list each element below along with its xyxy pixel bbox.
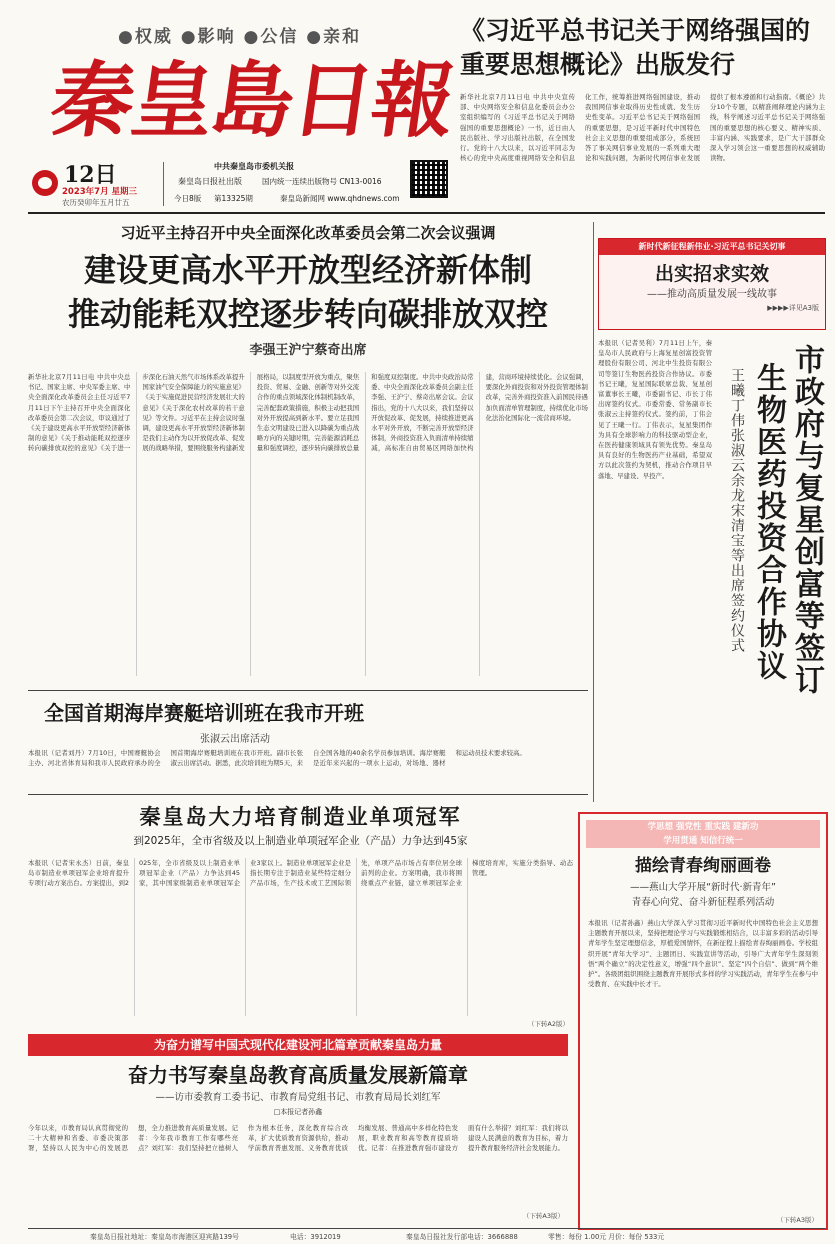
cn-number: 国内统一连续出版物号 CN13-0016 <box>262 177 382 186</box>
logo-emblem-icon <box>32 170 58 196</box>
divider <box>593 222 594 802</box>
coast-story <box>28 698 588 790</box>
publisher: 中共秦皇岛市委机关报 <box>214 162 294 171</box>
top-story-body: 新华社北京7月11日电 中共中央宣传部、中央网络安全和信息化委员会办公室组织编写的《习近平总书记关于网络强国的重要思想概论》一书，近日由人民出版社、学习出版社出版，在全国发行。党的十八大以来，以习近平同志为核心的党中央高度重视网络安全和信息化工作，统筹推进网络强国建设，推动我国网信事业取得历史性成就、发生历史性变革。习近平总书记关于网络强国的重要思想，是习近平新时代中国特色社会主义思想的重要组成部分，系统回答了事关网信事业发展的一系列重大理论和实践问题，为新时代网信事业发展提供了根本遵循和行动指南。《概论》共分10个专题，以精准阐释理论内涵为主线，科学阐述习近平总书记关于网络强国的重要思想的核心要义、精神实质、丰富内涵、实践要求，是广大干部群众深入学习领会这一重要思想的权威辅助读物。 <box>460 93 825 163</box>
date-day: 12日 <box>64 162 117 188</box>
right-box-tag1: 学思想 强党性 重实践 建新功 <box>586 820 820 834</box>
right-box-tag2: 学用贯通 知信行统一 <box>586 834 820 848</box>
issue-pages: 今日8版 <box>174 194 202 203</box>
vertical-story <box>598 338 824 802</box>
lead-story <box>28 222 588 682</box>
qr-code-icon <box>410 160 448 198</box>
footer-phone: 电话：3912019 <box>290 1233 341 1241</box>
divider <box>163 162 164 206</box>
education-story-subtitle: ——访市委教育工委书记、市教育局党组书记、市教育局局长刘红军 <box>155 1092 441 1103</box>
top-story-title-line1: 《习近平总书记关于网络强国的 <box>460 16 811 45</box>
lead-story-title-line2: 推动能耗双控逐步转向碳排放双控 <box>67 295 548 333</box>
lead-story-title-line1: 建设更高水平开放型经济新体制 <box>83 251 532 289</box>
coast-story-body: 本报讯（记者刘丹）7月10日，中国赛艇协会主办、河北省体育局和我市人民政府承办的全国首期海岸赛艇培训班在我市开班。副市长张淑云出席活动。据悉，此次培训班为期5天，来自全国各地的40余名学员参加培训。海岸赛艇是近年来兴起的一项水上运动，对场地、器材和运动员技术要求较高。 <box>28 749 526 768</box>
champion-story-ref[interactable]: （下转A2版） <box>527 1020 569 1028</box>
sidebar-promo-title: 出实招求实效 <box>654 263 769 285</box>
right-box-body: 本报讯（记者孙鑫）燕山大学深入学习贯彻习近平新时代中国特色社会主义思想主题教育开展以来，坚持把理论学习与实践锻炼相结合，以丰富多彩的活动引导青年学生坚定理想信念，厚植爱国情怀，在新征程上描绘青春绚丽画卷。学校组织开展“青年大学习”、主题团日、实践宣讲等活动，引导广大青年学生深刻领悟“两个确立”的决定性意义，增强“四个意识”、坚定“四个自信”、做到“两个维护”。各级团组织围绕主题教育开展形式多样的学习实践活动，青年学生在参与中受教育、在实践中长才干。 <box>588 919 818 989</box>
right-box-title: 描绘青春绚丽画卷 <box>635 856 771 876</box>
divider <box>28 212 825 214</box>
lunar-date: 农历癸卯年五月廿五 <box>62 198 130 207</box>
publisher-org: 秦皇岛日报社出版 <box>178 177 242 186</box>
top-story <box>460 14 825 210</box>
newspaper-logo: 秦皇島日報 <box>45 53 459 149</box>
education-story-title: 奋力书写秦皇岛教育高质量发展新篇章 <box>128 1063 468 1087</box>
vertical-story-title-b: 生物医药投资合作协议 <box>751 362 786 682</box>
footer-price: 零售：每份 1.00元 月价：每份 533元 <box>548 1233 665 1241</box>
slogan-item: ●亲和 <box>306 27 362 47</box>
sidebar-promo-tag: 新时代新征程新伟业·习近平总书记关切事 <box>599 239 825 255</box>
education-story-byline: □本报记者孙鑫 <box>273 1108 323 1116</box>
right-box-ref[interactable]: （下转A3版） <box>776 1216 818 1224</box>
champion-story-subtitle: 到2025年，全市省级及以上制造业单项冠军企业（产品）力争达到45家 <box>133 835 468 847</box>
issue-number: 第13325期 <box>214 194 253 203</box>
date-year-month: 2023年7月 <box>62 187 109 197</box>
lead-story-attendees: 李强王沪宁蔡奇出席 <box>249 343 367 358</box>
champion-story-body: 本报讯（记者宋永杰）日前，秦皇岛市制造业单项冠军企业培育提升专项行动方案出台。方案提出，到2025年，全市省级及以上制造业单项冠军企业（产品）力争达到45家，其中国家级制造业单项冠军企业3家以上。制造业单项冠军企业是指长期专注于制造业某些特定细分产品市场，生产技术或工艺国际领先，单项产品市场占有率位居全球前列的企业。方案明确，我市将围绕重点产业链，建立单项冠军企业梯度培育库，实施分类指导、动态管理。 <box>28 859 573 888</box>
education-story <box>28 1060 568 1220</box>
top-story-title-line2: 重要思想概论》出版发行 <box>460 50 736 79</box>
vertical-story-attendees: 王曦丁伟张淑云余龙宋清宝等出席签约仪式 <box>729 368 745 653</box>
divider <box>28 1228 825 1229</box>
footer-address: 秦皇岛日报社地址：秦皇岛市海港区迎宾路139号 <box>90 1233 239 1241</box>
website: 秦皇岛新闻网 www.qhdnews.com <box>280 194 400 203</box>
date-month <box>62 185 137 197</box>
lead-story-kicker: 习近平主持召开中央全面深化改革委员会第二次会议强调 <box>120 224 496 242</box>
vertical-story-body: 本报讯（记者吴利）7月11日上午，秦皇岛市人民政府与上海复星创富投资管理股份有限公司、河北中生投资有限公司等签订生物医药投资合作协议。市委书记王曦，复星国际联席总裁、复星创富董事长王曦，市委副书记、市长丁伟出席签约仪式。市委常委、常务副市长张淑云主持签约仪式。签约前，丁伟会见了王曦一行。丁伟表示，复星集团作为具有全球影响力的科技驱动型企业，在医药健康领域具有领先优势。秦皇岛具有良好的生物医药产业基础，希望双方以此次签约为契机，推动合作项目早落地、早建设、早投产。 <box>598 339 712 480</box>
vertical-story-title-a: 市政府与复星创富等签订 <box>789 344 824 696</box>
divider <box>28 794 588 795</box>
divider <box>28 690 588 691</box>
sidebar-promo <box>598 238 826 330</box>
footer-dept: 秦皇岛日报社发行部电话：3666888 <box>406 1233 518 1241</box>
footer <box>28 1231 825 1243</box>
date-weekday: 星期三 <box>111 187 138 197</box>
masthead-slogan <box>118 22 388 47</box>
slogan-item: ●影响 <box>180 27 236 47</box>
education-story-ref[interactable]: （下转A3版） <box>522 1212 564 1220</box>
lead-story-body: 新华社北京7月11日电 中共中央总书记、国家主席、中央军委主席、中央全面深化改革委员会主任习近平7月11日下午主持召开中央全面深化改革委员会第二次会议，审议通过了《关于建设更高水平开放型经济新体制的意见》《关于推动能耗双控逐步转向碳排放双控的意见》《关于进一步深化石油天然气市场体系改革提升国家油气安全保障能力的实施意见》《关于实施促进民营经济发展壮大的意见》《关于深化农村改革的若干意见》等文件。习近平在主持会议时强调，建设更高水平开放型经济新体制是我们主动作为以开放促改革、促发展的战略举措，要围绕服务构建新发展格局，以制度型开放为重点，聚焦投资、贸易、金融、创新等对外交流合作的重点领域深化体制机制改革，完善配套政策措施，积极主动把我国对外开放提高到新水平。要立足我国生态文明建设已进入以降碳为重点战略方向的关键时期，完善能源消耗总量和强度调控，逐步转向碳排放总量和强度双控制度。中共中央政治局常委、中央全面深化改革委员会副主任李强、王沪宁、蔡奇出席会议。会议指出，党的十八大以来，我们坚持以开放促改革、促发展，持续推进更高水平对外开放，不断完善开放型经济体制，外商投资准入负面清单持续缩减，高标准自由贸易区网络加快构建，营商环境持续优化。会议强调，要深化外商投资和对外投资管理体制改革，完善外商投资准入前国民待遇加负面清单管理制度，持续优化市场化法治化国际化一流营商环境。 <box>28 373 588 453</box>
coast-story-subtitle: 张淑云出席活动 <box>200 734 270 745</box>
right-box-subtitle1: ——燕山大学开展“新时代·新青年” <box>630 882 776 893</box>
sidebar-promo-subtitle: ——推动高质量发展一线故事 <box>647 289 777 300</box>
education-banner: 为奋力谱写中国式现代化建设河北篇章贡献秦皇岛力量 <box>28 1034 568 1056</box>
sidebar-promo-ref[interactable]: ▶▶▶▶详见A3版 <box>767 304 819 312</box>
champion-story <box>28 802 573 1032</box>
coast-story-title: 全国首期海岸赛艇培训班在我市开班 <box>44 701 364 725</box>
right-box <box>578 812 828 1230</box>
education-story-body: 今年以来，市教育局认真贯彻党的二十大精神和省委、市委决策部署，坚持以人民为中心的发展思想，全力推进教育高质量发展。记者：今年我市教育工作有哪些亮点？刘红军：我们坚持把立德树人作为根本任务，深化教育综合改革，扩大优质教育资源供给，推动学前教育普惠发展、义务教育优质均衡发展、普通高中多样化特色发展，职业教育和高等教育提质培优。记者：在推进教育强市建设方面有什么举措？刘红军：我们将以建设人民满意的教育为目标，着力提升教育服务经济社会发展能力。 <box>28 1124 568 1153</box>
slogan-item: ●公信 <box>243 27 299 47</box>
slogan-item: ●权威 <box>118 27 173 47</box>
champion-story-title: 秦皇岛大力培育制造业单项冠军 <box>139 804 462 829</box>
right-box-subtitle2: 青春心向党、奋斗新征程系列活动 <box>631 897 775 908</box>
